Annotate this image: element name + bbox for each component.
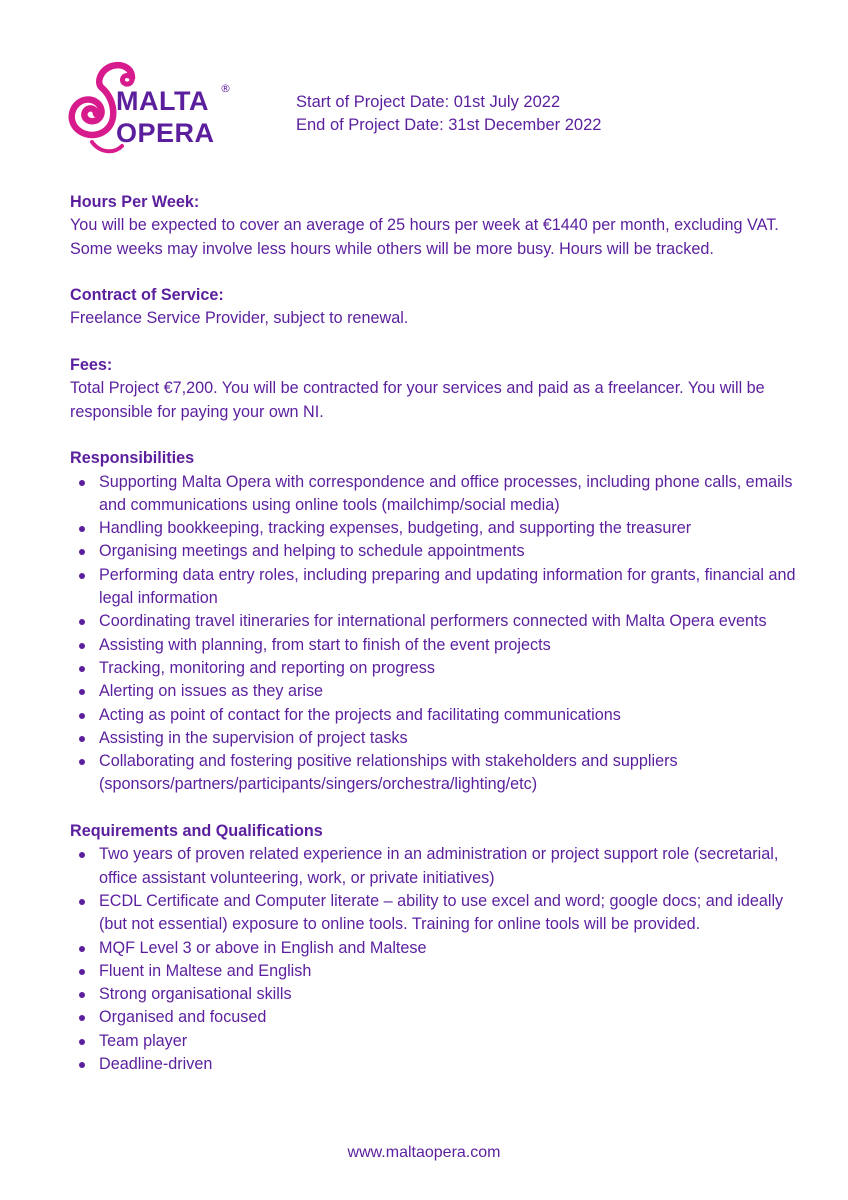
page-header xyxy=(0,0,848,180)
list-item: Performing data entry roles, including preparing and updating information for grants, financial and legal information xyxy=(99,564,815,611)
list-item: Organising meetings and helping to schedule appointments xyxy=(99,540,815,563)
registered-mark: ® xyxy=(220,82,231,95)
list-item: Acting as point of contact for the projects and facilitating communications xyxy=(99,704,815,727)
list-item: Deadline-driven xyxy=(99,1053,815,1076)
fees-body: Total Project €7,200. You will be contracted for your services and paid as a freelancer. You will be responsible for paying your own NI. xyxy=(70,379,765,421)
requirements-section xyxy=(70,820,815,1076)
logo-word-opera: OPERA xyxy=(116,118,215,148)
project-dates xyxy=(296,91,601,137)
list-item: Coordinating travel itineraries for international performers connected with Malta Opera events xyxy=(99,610,815,633)
list-item: Strong organisational skills xyxy=(99,983,815,1006)
contract-body: Freelance Service Provider, subject to renewal. xyxy=(70,309,409,328)
start-date: Start of Project Date: 01st July 2022 xyxy=(296,93,561,111)
list-item: Handling bookkeeping, tracking expenses, budgeting, and supporting the treasurer xyxy=(99,517,815,540)
website-link[interactable]: www.maltaopera.com xyxy=(347,1144,501,1161)
malta-opera-logo xyxy=(52,58,252,168)
document-body xyxy=(70,191,815,1100)
requirements-title: Requirements and Qualifications xyxy=(70,822,323,841)
fees-section xyxy=(70,354,815,424)
footer xyxy=(0,1144,848,1162)
logo-word-malta: MALTA xyxy=(116,86,209,116)
list-item: Collaborating and fostering positive relationships with stakeholders and suppliers (sponsors/partners/participants/singers/orchestra/lighting/etc) xyxy=(99,750,815,797)
hours-body: You will be expected to cover an average of 25 hours per week at €1440 per month, excluding VAT. Some weeks may involve less hours while others will be more busy. Hours will be tracked. xyxy=(70,216,779,258)
fees-title: Fees: xyxy=(70,356,113,375)
hours-section xyxy=(70,191,815,261)
list-item: Tracking, monitoring and reporting on progress xyxy=(99,657,815,680)
list-item: Two years of proven related experience in an administration or project support role (secretarial, office assistant volunteering, work, or private initiatives) xyxy=(99,843,815,890)
hours-title: Hours Per Week: xyxy=(70,193,200,211)
list-item: Assisting in the supervision of project tasks xyxy=(99,727,815,750)
end-date: End of Project Date: 31st December 2022 xyxy=(296,116,602,134)
list-item: Organised and focused xyxy=(99,1006,815,1029)
list-item: MQF Level 3 or above in English and Maltese xyxy=(99,937,815,960)
responsibilities-section xyxy=(70,447,815,796)
contract-section xyxy=(70,284,815,331)
list-item: Fluent in Maltese and English xyxy=(99,960,815,983)
responsibilities-title: Responsibilities xyxy=(70,449,195,468)
list-item: Supporting Malta Opera with correspondence and office processes, including phone calls, emails and communications using online tools (mailchimp/social media) xyxy=(99,471,815,518)
requirements-list xyxy=(70,843,815,1076)
responsibilities-list xyxy=(70,471,815,797)
list-item: Alerting on issues as they arise xyxy=(99,680,815,703)
contract-title: Contract of Service: xyxy=(70,286,224,305)
list-item: Team player xyxy=(99,1030,815,1053)
list-item: Assisting with planning, from start to finish of the event projects xyxy=(99,634,815,657)
list-item: ECDL Certificate and Computer literate – ability to use excel and word; google docs; and ideally (but not essential) exposure to online tools. Training for online tools will be provided. xyxy=(99,890,815,937)
